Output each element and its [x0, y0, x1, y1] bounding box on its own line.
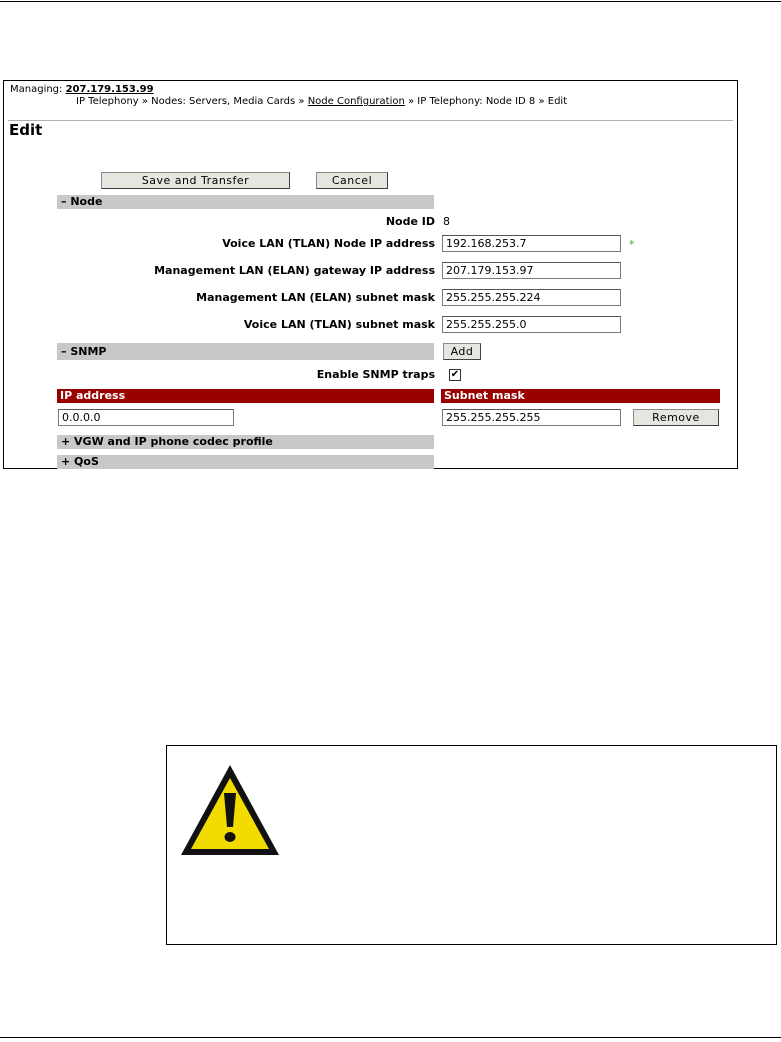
section-node-header[interactable]: – Node: [57, 195, 434, 209]
remove-button[interactable]: Remove: [633, 409, 719, 426]
enable-snmp-traps-label: Enable SNMP traps: [316, 368, 435, 381]
snmp-mask-field[interactable]: 255.255.255.255: [442, 409, 621, 426]
section-snmp-header[interactable]: – SNMP: [57, 343, 434, 360]
add-button[interactable]: Add: [443, 343, 481, 360]
section-codec-header[interactable]: + VGW and IP phone codec profile: [57, 435, 434, 449]
breadcrumb-node-configuration-link[interactable]: Node Configuration: [307, 96, 405, 107]
checkmark-icon: ✔: [450, 369, 460, 380]
voice-ip-label: Voice LAN (TLAN) Node IP address: [222, 237, 435, 250]
voice-subnet-label: Voice LAN (TLAN) subnet mask: [243, 318, 435, 331]
top-rule: [0, 1, 781, 2]
required-marker: *: [629, 238, 635, 251]
page-title: Edit: [9, 121, 43, 139]
managing-label: Managing:: [10, 84, 63, 95]
screenshot-frame: [3, 80, 738, 469]
snmp-ip-field[interactable]: 0.0.0.0: [58, 409, 234, 426]
breadcrumb: [76, 96, 567, 107]
node-id-value: 8: [443, 215, 450, 228]
breadcrumb-path-end: » IP Telephony: Node ID 8 » Edit: [408, 96, 568, 107]
column-header-ip-address: IP address: [57, 389, 434, 403]
section-qos-header[interactable]: + QoS: [57, 455, 434, 469]
bottom-rule: [0, 1037, 781, 1038]
voice-ip-field[interactable]: 192.168.253.7: [442, 235, 621, 252]
header-divider: [8, 120, 733, 121]
save-and-transfer-button[interactable]: Save and Transfer: [101, 172, 290, 189]
mgmt-subnet-field[interactable]: 255.255.255.224: [442, 289, 621, 306]
warning-triangle-icon: [177, 761, 283, 861]
voice-subnet-field[interactable]: 255.255.255.0: [442, 316, 621, 333]
mgmt-gateway-label: Management LAN (ELAN) gateway IP address: [154, 264, 435, 277]
breadcrumb-path-start: IP Telephony » Nodes: Servers, Media Cards »: [76, 96, 305, 107]
warning-box: [166, 745, 777, 945]
managing-line: [10, 84, 154, 95]
enable-snmp-traps-checkbox[interactable]: [449, 369, 461, 381]
column-header-subnet-mask: Subnet mask: [441, 389, 720, 403]
managing-ip-link[interactable]: 207.179.153.99: [65, 84, 154, 95]
node-id-label: Node ID: [385, 215, 435, 228]
mgmt-subnet-label: Management LAN (ELAN) subnet mask: [196, 291, 435, 304]
cancel-button[interactable]: Cancel: [316, 172, 388, 189]
mgmt-gateway-field[interactable]: 207.179.153.97: [442, 262, 621, 279]
